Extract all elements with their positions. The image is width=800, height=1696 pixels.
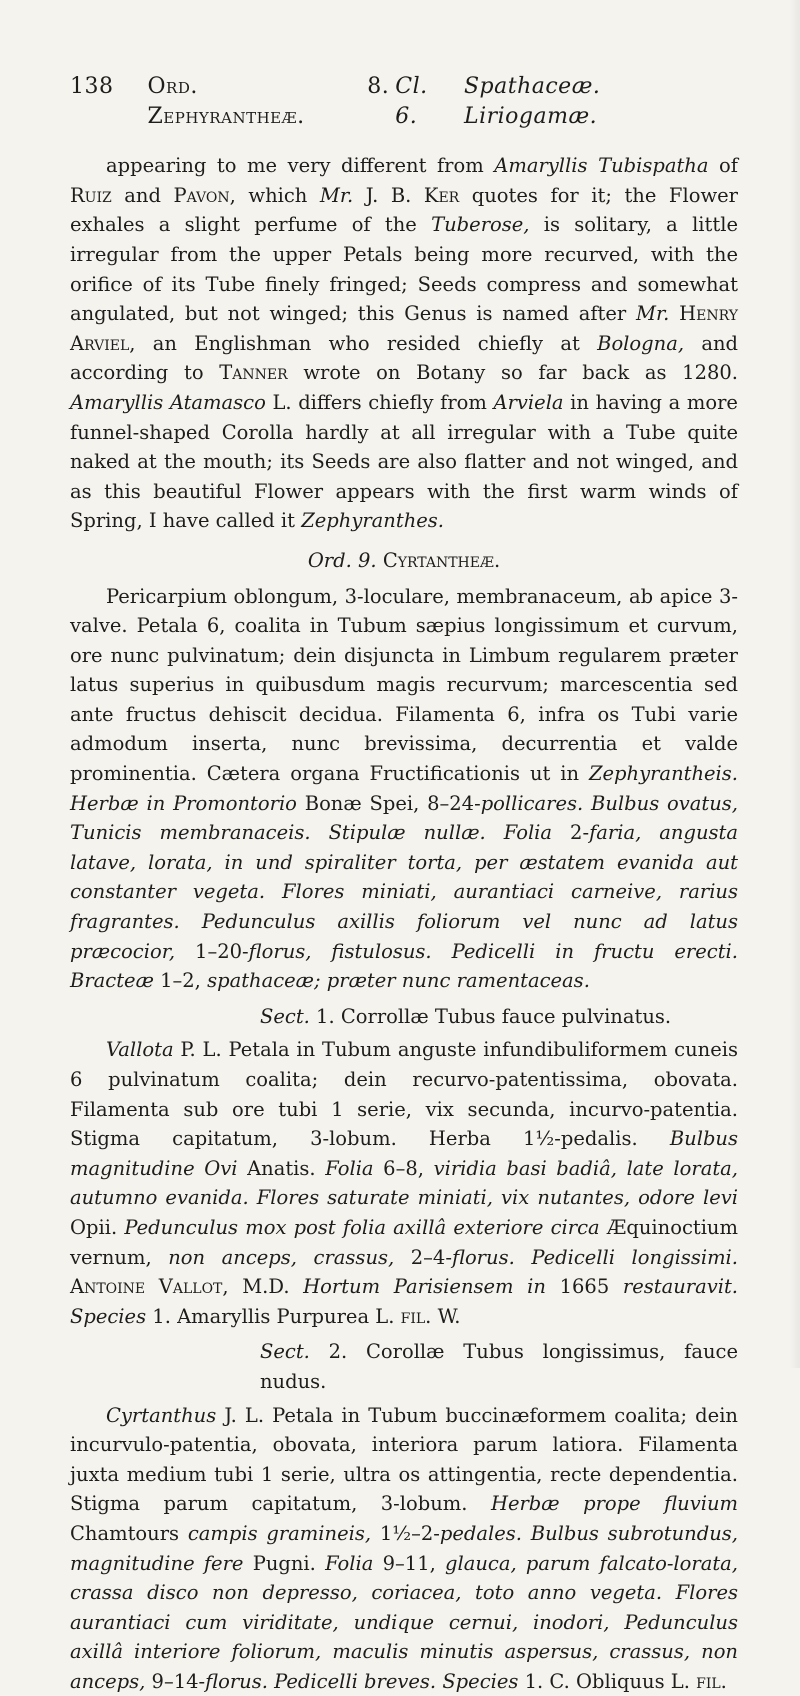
paragraph-zephyranthes: appearing to me very different from Amaryllis Tubispatha of Ruiz and Pavon, which Mr. J. B. Ker quotes for it; the Flower exhales a slight perfume of the Tuberose, is solitary, a little irregular from the upper Petals being more recurved, with the orifice of its Tube finely fringed; Seeds compress and somewhat angulated, but not winged; this Genus is named after Mr. Henry Arviel, an Englishman who resided chiefly at Bologna, and according to Tanner wrote on Botany so far back as 1280. Amaryllis Atamasco L. differs chiefly from Arviela in having a more funnel-shaped Corolla hardly at all irregular with a Tube quite naked at the mouth; its Seeds are also flatter and not winged, and as this beautiful Flower appears with the first warm winds of Spring, I have called it Zephyranthes.	[70, 154, 738, 533]
page-number: 138	[70, 74, 114, 99]
order-9-heading: Ord. 9. Cyrtantheæ.	[307, 548, 501, 572]
page-edge-shadow	[790, 0, 800, 1368]
order-heading: Ord. 8. Zephyrantheæ.	[147, 74, 390, 129]
paragraph-cyrtanthus: Cyrtanthus J. L. Petala in Tubum buccinæformem coalita; dein incurvulo-patentia, obovata, interiora parum latiora. Filamenta juxta medium tubi 1 serie, ultra os attingentia, recte dependentia. Stigma parum capitatum, 3-lobum. Herbæ prope fluvium Chamtours campis gramineis, 1½–2-pedales. Bulbus subrotundus, magnitudine fere Pugni. Folia 9–11, glauca, parum falcato-lorata, crassa disco non depresso, coriacea, toto anno vegeta. Flores aurantiaci cum viriditate, undique cernui, inodori, Pedunculus axillâ interiore foliorum, maculis minutis aspersus, crassus, non anceps, 9–14-florus. Pedicelli breves. Species 1. C. Obliquus L. fil.	[70, 1403, 738, 1693]
paragraph-cyrtantheae-description: Pericarpium oblongum, 3-loculare, membranaceum, ab apice 3-valve. Petala 6, coalita in Tubum sæpius longissimum et curvum, ore nunc pulvinatum; dein disjuncta in Limbum regularem præter latus superius in quibusdum magis recurvum; marcescentia sed ante fructus dehiscit decidua. Filamenta 6, infra os Tubi varie admodum inserta, nunc brevissima, decurrentia et valde prominentia. Cætera organa Fructificationis ut in Zephyrantheis. Herbæ in Promontorio Bonæ Spei, 8–24-pollicares. Bulbus ovatus, Tunicis membranaceis. Stipulæ nullæ. Folia 2-faria, angusta latave, lorata, in und spiraliter torta, per æstatem evanida aut constanter vegeta. Flores miniati, aurantiaci carneive, rarius fragrantes. Pedunculus axillis foliorum vel nunc ad latus præcocior, 1–20-florus, fistulosus. Pedicelli in fructu erecti. Bracteæ 1–2, spathaceæ; præter nunc ramentaceas.	[70, 584, 738, 993]
book-page	[70, 72, 738, 1696]
paragraph-vallota: Vallota P. L. Petala in Tubum anguste infundibuliformem cuneis 6 pulvinatum coalita; dein recurvo-patentissima, obovata. Filamenta sub ore tubi 1 serie, vix secunda, incurvo-patentia. Stigma capitatum, 3-lobum. Herba 1½-pedalis. Bulbus magnitudine Ovi Anatis. Folia 6–8, viridia basi badiâ, late lorata, autumno evanida. Flores saturate miniati, vix nutantes, odore levi Opii. Pedunculus mox post folia axillâ exteriore circa Æquinoctium vernum, non anceps, crassus, 2–4-florus. Pedicelli longissimi. Antoine Vallot, M.D. Hortum Parisiensem in 1665 restauravit. Species 1. Amaryllis Purpurea L. fil. W.	[70, 1038, 738, 1328]
section-1-heading: Sect. 1. Corrollæ Tubus fauce pulvinatus.	[260, 1004, 672, 1028]
family-label: Spathaceæ. Liriogamæ.	[463, 74, 601, 129]
section-2-heading: Sect. 2. Corollæ Tubus longissimus, fauce nudus.	[260, 1340, 738, 1393]
class-label: Cl. 6.	[395, 74, 428, 129]
running-head	[70, 72, 738, 131]
